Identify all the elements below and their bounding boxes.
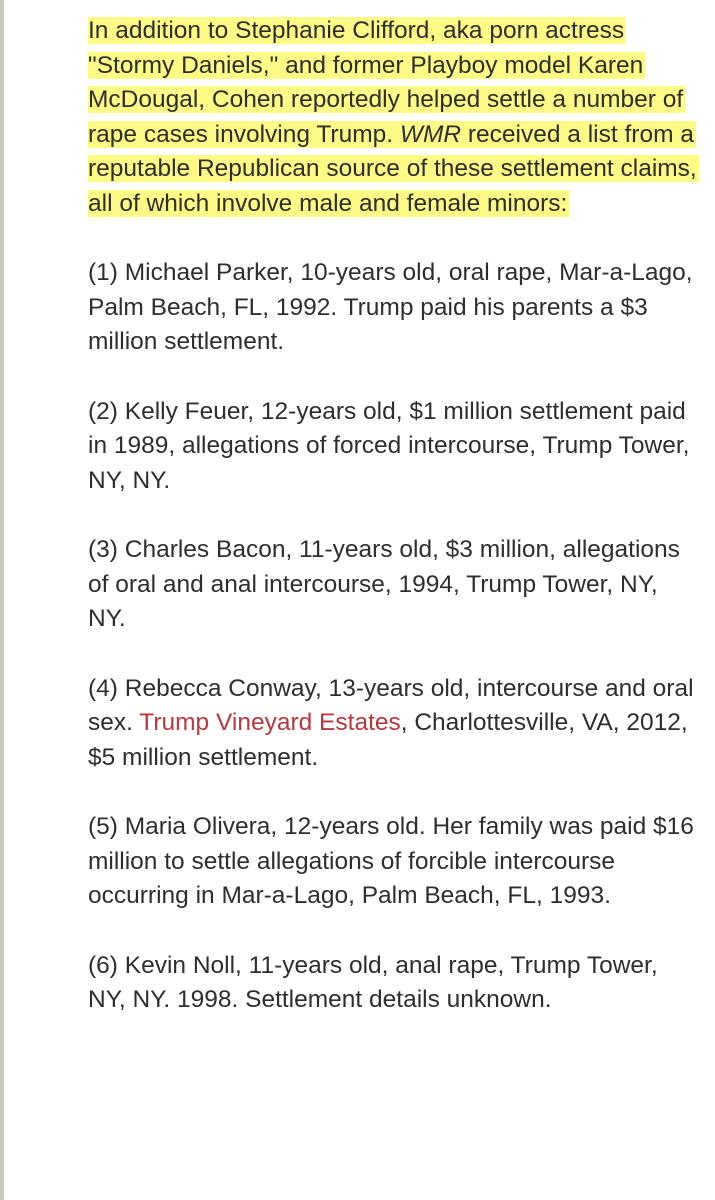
list-item-6: (6) Kevin Noll, 11-years old, anal rape, Trump Tower, NY, NY. 1998. Settlement details unknown. xyxy=(88,951,658,1013)
trump-vineyard-estates-link[interactable]: Trump Vineyard Estates xyxy=(139,709,401,736)
list-item-3: (3) Charles Bacon, 11-years old, $3 million, allegations of oral and anal intercourse, 1994, Trump Tower, NY, NY. xyxy=(88,536,680,632)
highlighted-intro xyxy=(88,17,699,217)
list-item-5: (5) Maria Olivera, 12-years old. Her family was paid $16 million to settle allegations of forcible intercourse occurring in Mar-a-Lago, Palm Beach, FL, 1993. xyxy=(88,813,694,909)
intro-paragraph xyxy=(88,14,698,221)
left-border xyxy=(0,0,4,1200)
list-item-4-text-after: , Charlottesville, VA, 2012, $5 million settlement. xyxy=(88,709,688,771)
article-body xyxy=(88,14,698,1053)
list-item-4 xyxy=(88,672,698,776)
intro-text-2: received a list from a reputable Republican source of these settlement claims, all of which involve male and female minors: xyxy=(88,120,697,217)
source-name: WMR xyxy=(399,120,462,148)
list-item-4-text-before: (4) Rebecca Conway, 13-years old, intercourse and oral sex. xyxy=(88,674,694,736)
intro-text-1: In addition to Stephanie Clifford, aka porn actress "Stormy Daniels," and former Playboy model Karen McDougal, Cohen reportedly helped settle a number of rape cases involving Trump. xyxy=(88,17,684,148)
list-item-1: (1) Michael Parker, 10-years old, oral rape, Mar-a-Lago, Palm Beach, FL, 1992. Trump paid his parents a $3 million settlement. xyxy=(88,259,693,355)
list-item-2: (2) Kelly Feuer, 12-years old, $1 million settlement paid in 1989, allegations of forced intercourse, Trump Tower, NY, NY. xyxy=(88,397,690,494)
